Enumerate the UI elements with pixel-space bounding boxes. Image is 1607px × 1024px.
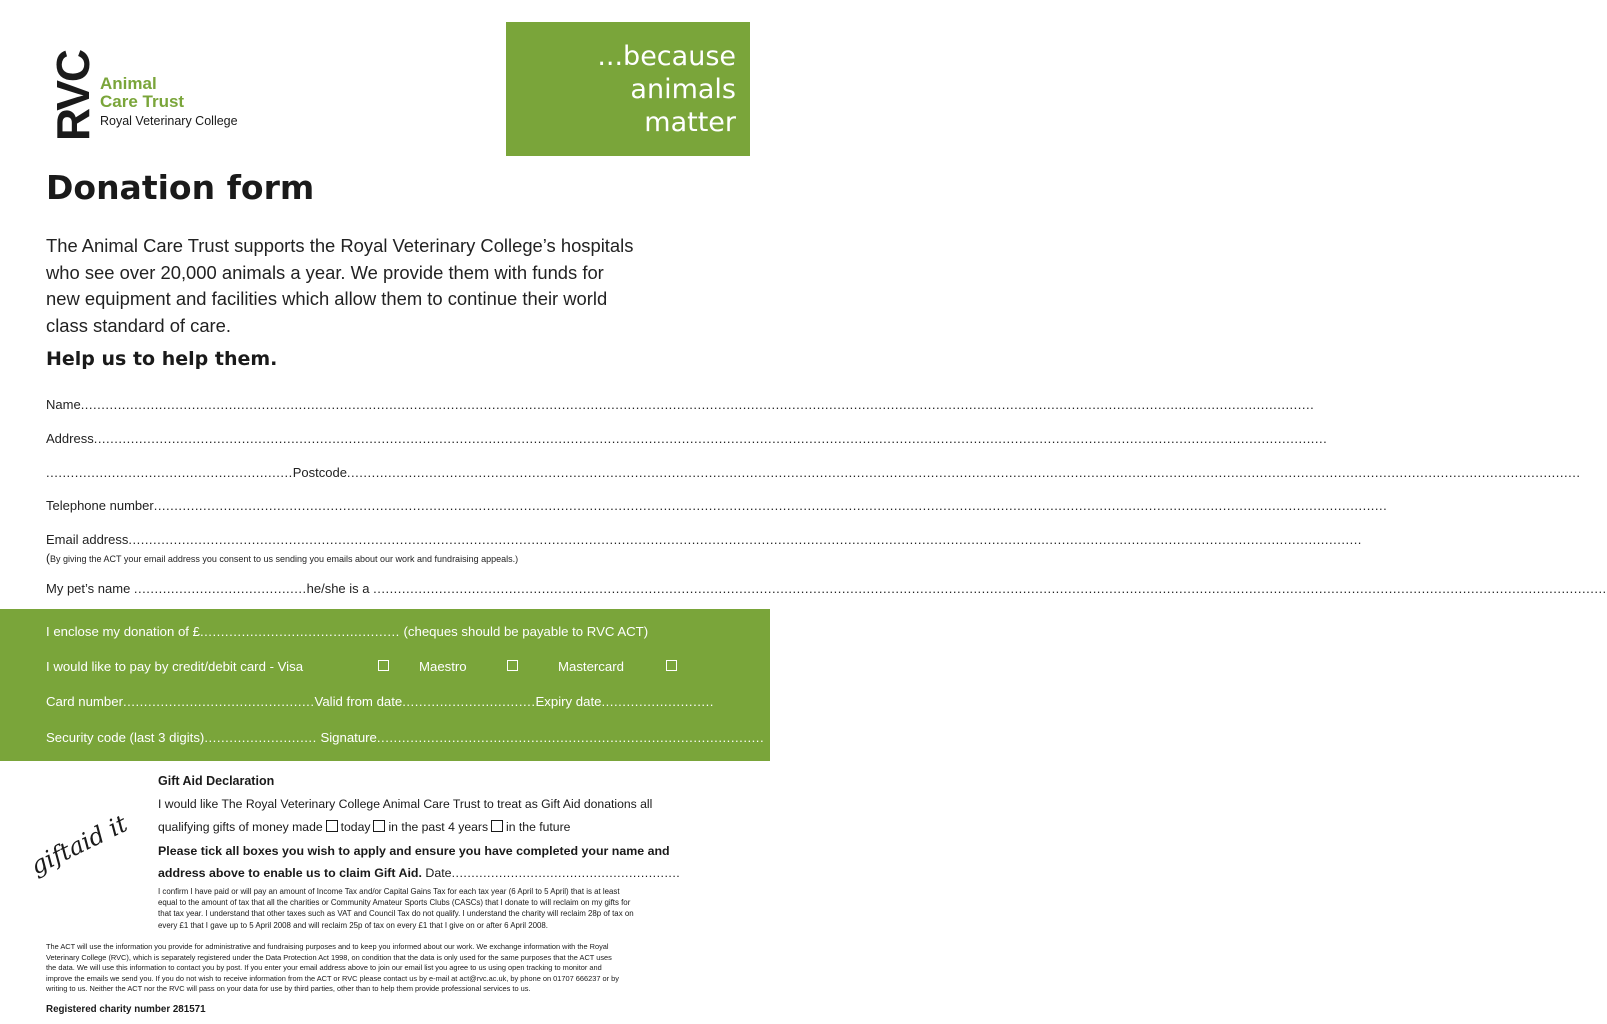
valid-from-label: Valid from date: [314, 694, 403, 709]
email-consent-note: (By giving the ACT your email address you consent to us sending you emails about our work and fundraising appeals.): [46, 551, 519, 565]
card-details-row[interactable]: Card number..............................................Valid from date................................Expiry date...........................: [46, 694, 714, 709]
tagline-line: ...because: [597, 40, 736, 72]
mastercard-checkbox[interactable]: [666, 660, 677, 671]
intro-line: class standard of care.: [46, 314, 232, 336]
pet-field[interactable]: My pet’s name ..........................................he/she is a ............................................................................................................................................................................................................................................................................................................: [46, 581, 1607, 596]
data-protection-notice: The ACT will use the information you provide for administrative and fundraising purposes and to keep you informed about our work. We exchange information with the Royal Veterinary College (RVC), which is separately registered under the Data Protection Act 1998, on condition that the data is only used for the same purposes that the ACT uses the data. We will use this information to contact you by post. If you enter your email address above to join our email list you agree to us using open tracking to monitor and improve the emails we send you. If you do not wish to receive information from the ACT or RVC please contact us by e-mail at act@rvc.ac.uk, by phone on 01707 666237 or by writing to us. Neither the ACT nor the RVC will pass on your data for use by third parties, other than to help them provide professional services to us.: [46, 942, 619, 994]
intro-line: new equipment and facilities which allow them to continue their world: [46, 288, 608, 309]
email-field[interactable]: Email address............................................................................................................................................................................................................................................................................................................: [46, 532, 1362, 547]
charity-number: Registered charity number 281571: [46, 1004, 206, 1015]
card-number-label: Card number: [46, 694, 123, 709]
past-4-years-checkbox[interactable]: [373, 820, 385, 832]
mastercard-label: Mastercard: [558, 659, 624, 674]
past-4-years-label: in the past 4 years: [388, 820, 489, 834]
pet-name-label: My pet’s name: [46, 581, 131, 596]
tagline-box: [506, 22, 750, 156]
security-code-label: Security code (last 3 digits): [46, 730, 205, 745]
address-label: Address: [46, 431, 94, 446]
signature-label: Signature: [320, 730, 377, 745]
intro-line: who see over 20,000 animals a year. We provide them with funds for: [46, 261, 604, 283]
payment-section: [0, 609, 770, 761]
logo-line-animal: Animal: [100, 74, 157, 93]
intro-line: The Animal Care Trust supports the Royal Veterinary College’s hospitals: [46, 235, 634, 256]
logo: [32, 30, 272, 158]
postcode-label: Postcode: [292, 465, 347, 480]
name-label: Name: [46, 397, 81, 412]
gift-aid-statement: I would like The Royal Veterinary College Animal Care Trust to treat as Gift Aid donations all: [158, 797, 653, 811]
gift-aid-heading: Gift Aid Declaration: [158, 774, 275, 788]
name-field[interactable]: Name............................................................................................................................................................................................................................................................................................................: [46, 397, 1315, 412]
card-prompt: I would like to pay by credit/debit card - Visa: [46, 659, 304, 674]
maestro-label: Maestro: [419, 659, 467, 674]
tagline-line: animals: [630, 73, 736, 105]
logo-line-college: Royal Veterinary College: [100, 114, 238, 128]
gift-aid-confirmation: I confirm I have paid or will pay an amount of Income Tax and/or Capital Gains Tax for each tax year (6 April to 5 April) that is at least equal to the amount of tax that all the charities or Community Amateur Sports Clubs (CASCs) that I donate to will reclaim on my gifts for that tax year. I understand that other taxes such as VAT and Council Tax do not qualify. I understand the charity will reclaim 28p of tax on every £1 that I gave up to 5 April 2008 and will reclaim 25p of tax on every £1 that I give on or after 6 April 2008.: [158, 887, 634, 930]
gift-aid-date-row[interactable]: address above to enable us to claim Gift Aid. Date..........................................................: [158, 866, 681, 880]
maestro-checkbox[interactable]: [507, 660, 518, 671]
logo-line-care-trust: Care Trust: [100, 92, 185, 111]
visa-checkbox[interactable]: [378, 660, 389, 671]
gift-aid-options: qualifying gifts of money made today in the past 4 years in the future: [158, 820, 571, 834]
email-label: Email address: [46, 532, 129, 547]
address-field[interactable]: Address............................................................................................................................................................................................................................................................................................................: [46, 431, 1328, 446]
telephone-field[interactable]: Telephone number............................................................................................................................................................................................................................................................................................................: [46, 498, 1388, 513]
today-checkbox[interactable]: [326, 820, 338, 832]
cheques-note: (cheques should be payable to RVC ACT): [403, 624, 649, 639]
help-heading: Help us to help them.: [46, 348, 278, 370]
page-title: Donation form: [46, 168, 315, 207]
future-label: in the future: [506, 820, 571, 834]
expiry-label: Expiry date: [535, 694, 602, 709]
date-label: Date: [425, 866, 452, 880]
today-label: today: [340, 820, 371, 834]
address-line-2-field[interactable]: ............................................................Postcode............................................................................................................................................................................................................................................................................................................: [46, 465, 1581, 480]
security-signature-row[interactable]: Security code (last 3 digits)........................... Signature.............................................................................................: [46, 730, 765, 745]
intro-paragraph: [46, 233, 736, 339]
donation-amount-field[interactable]: I enclose my donation of £................................................ (cheques should be payable to RVC ACT): [46, 624, 649, 639]
tagline-line: matter: [644, 106, 736, 138]
logo-mark: RVC: [47, 50, 99, 142]
gift-aid-instruction: Please tick all boxes you wish to apply and ensure you have completed your name and: [158, 844, 670, 858]
future-checkbox[interactable]: [491, 820, 503, 832]
telephone-label: Telephone number: [46, 498, 154, 513]
giftaid-logo: giftaid it: [26, 809, 132, 881]
pet-kind-label: he/she is a: [306, 581, 370, 596]
